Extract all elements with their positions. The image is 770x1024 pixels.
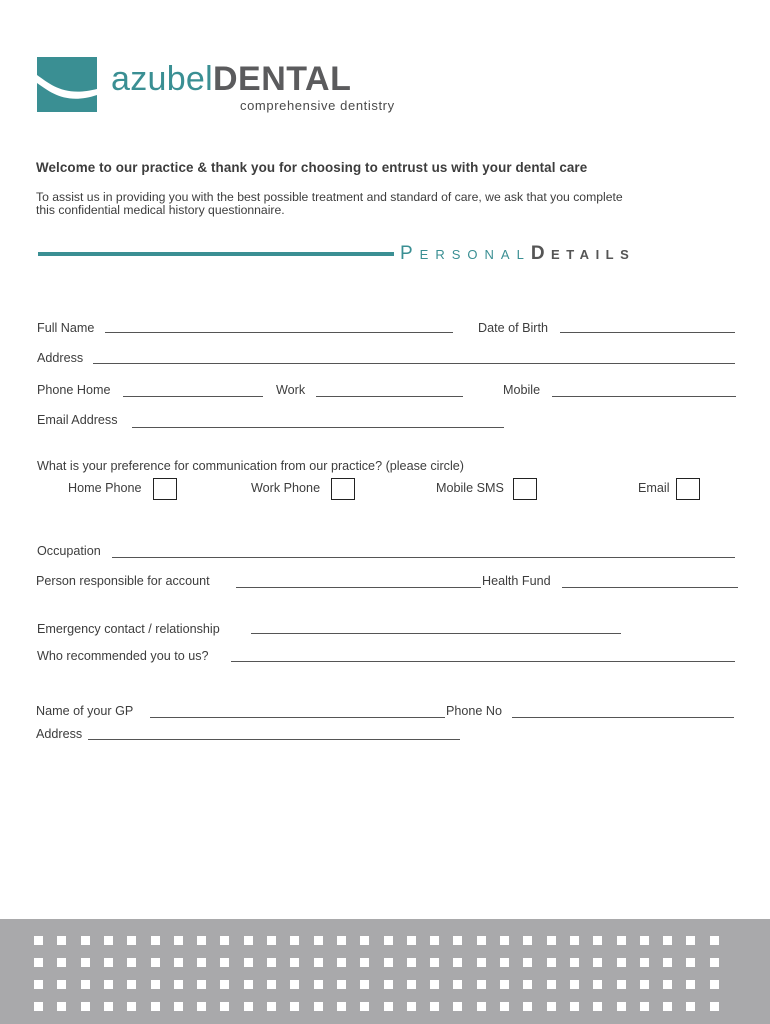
footer-dot	[360, 1002, 369, 1011]
footer-dot	[453, 936, 462, 945]
full-name-label: Full Name	[37, 321, 95, 335]
footer-dot	[617, 980, 626, 989]
footer-dot	[500, 980, 509, 989]
address-field[interactable]	[93, 363, 735, 364]
footer-dot	[570, 980, 579, 989]
phone-home-field[interactable]	[123, 396, 263, 397]
mobile-label: Mobile	[503, 383, 541, 397]
intro-paragraph	[36, 191, 736, 217]
footer-dot	[127, 980, 136, 989]
footer-dot	[127, 958, 136, 967]
mobile-field[interactable]	[552, 396, 736, 397]
footer-dot	[547, 1002, 556, 1011]
footer-dot	[477, 1002, 486, 1011]
brand-name-bold: DENTAL	[213, 60, 352, 98]
footer-dot	[710, 958, 719, 967]
section-title-personal: Personal	[400, 243, 531, 264]
footer-dot	[81, 980, 90, 989]
mobile-sms-checkbox[interactable]	[513, 478, 537, 500]
footer-dot	[640, 958, 649, 967]
footer-dot	[523, 936, 532, 945]
footer-band	[0, 919, 770, 1024]
footer-dot	[151, 958, 160, 967]
footer-dot	[220, 936, 229, 945]
footer-dot	[151, 1002, 160, 1011]
footer-dot	[430, 958, 439, 967]
wave-logo-icon	[37, 57, 97, 112]
footer-dot	[640, 936, 649, 945]
footer-dot	[220, 958, 229, 967]
health-fund-label: Health Fund	[482, 574, 551, 588]
footer-dot	[290, 958, 299, 967]
footer-dot	[267, 958, 276, 967]
footer-dot	[500, 958, 509, 967]
footer-dot	[267, 936, 276, 945]
section-title-details: Details	[530, 243, 636, 264]
footer-dot	[593, 980, 602, 989]
footer-dot	[34, 1002, 43, 1011]
footer-dot	[547, 936, 556, 945]
option-work-phone-label: Work Phone	[251, 481, 321, 495]
gp-name-field[interactable]	[150, 717, 445, 718]
footer-dot	[104, 1002, 113, 1011]
gp-phone-field[interactable]	[512, 717, 734, 718]
footer-dot	[314, 936, 323, 945]
footer-dot	[663, 1002, 672, 1011]
footer-dot	[663, 936, 672, 945]
footer-dot	[244, 936, 253, 945]
footer-dot	[407, 958, 416, 967]
footer-dot	[337, 958, 346, 967]
footer-dot	[314, 958, 323, 967]
footer-dot	[57, 980, 66, 989]
footer-dot	[337, 980, 346, 989]
footer-dot	[617, 936, 626, 945]
dob-field[interactable]	[560, 332, 735, 333]
footer-dot	[663, 980, 672, 989]
footer-dot	[290, 980, 299, 989]
footer-dot	[453, 958, 462, 967]
footer-dot	[81, 1002, 90, 1011]
footer-dot	[547, 980, 556, 989]
option-mobile-sms-label: Mobile SMS	[436, 481, 504, 495]
work-phone-field[interactable]	[316, 396, 463, 397]
footer-dot	[570, 936, 579, 945]
footer-dot	[547, 958, 556, 967]
gp-name-label: Name of your GP	[36, 704, 134, 718]
footer-dot	[477, 980, 486, 989]
footer-dot	[523, 958, 532, 967]
intro-line: To assist us in providing you with the best possible treatment and standard of care, we ask that you complete	[36, 190, 623, 204]
footer-dot	[57, 1002, 66, 1011]
intro-line: this confidential medical history questionnaire.	[36, 203, 285, 217]
footer-dot	[174, 1002, 183, 1011]
footer-dot	[174, 936, 183, 945]
footer-dot	[174, 980, 183, 989]
footer-dot	[384, 1002, 393, 1011]
footer-dot	[34, 980, 43, 989]
option-email-label: Email	[638, 481, 670, 495]
footer-dot	[104, 936, 113, 945]
footer-dot	[663, 958, 672, 967]
brand-name-light: azubel	[111, 60, 213, 98]
emergency-contact-field[interactable]	[251, 633, 621, 634]
address-label: Address	[37, 351, 84, 365]
footer-dot	[34, 936, 43, 945]
email-field[interactable]	[132, 427, 504, 428]
option-home-phone-label: Home Phone	[68, 481, 142, 495]
communication-question: What is your preference for communication from our practice? (please circle)	[37, 459, 464, 473]
footer-dot	[710, 936, 719, 945]
footer-dot	[570, 958, 579, 967]
footer-dot	[640, 980, 649, 989]
footer-dot	[314, 980, 323, 989]
footer-dot	[686, 980, 695, 989]
brand-tagline: comprehensive dentistry	[240, 98, 395, 113]
footer-dot	[617, 1002, 626, 1011]
email-label: Email Address	[37, 413, 118, 427]
footer-dot	[570, 1002, 579, 1011]
footer-dot	[430, 1002, 439, 1011]
occupation-field[interactable]	[112, 557, 735, 558]
footer-dot	[686, 936, 695, 945]
footer-dot	[640, 1002, 649, 1011]
footer-dot	[337, 1002, 346, 1011]
footer-dot	[430, 936, 439, 945]
footer-dot	[104, 958, 113, 967]
footer-dot	[523, 1002, 532, 1011]
footer-dot	[407, 1002, 416, 1011]
footer-dot	[267, 980, 276, 989]
footer-dot	[500, 936, 509, 945]
footer-dot	[290, 1002, 299, 1011]
footer-dot	[710, 980, 719, 989]
footer-dot	[360, 958, 369, 967]
phone-home-label: Phone Home	[37, 383, 111, 397]
footer-dot	[686, 958, 695, 967]
dob-label: Date of Birth	[478, 321, 548, 335]
gp-address-field[interactable]	[88, 739, 460, 740]
email-checkbox[interactable]	[676, 478, 700, 500]
footer-dot	[593, 958, 602, 967]
footer-dot	[407, 980, 416, 989]
recommended-label: Who recommended you to us?	[37, 649, 209, 663]
footer-dot	[57, 958, 66, 967]
footer-dot	[477, 936, 486, 945]
footer-dot	[57, 936, 66, 945]
footer-dot	[197, 936, 206, 945]
footer-dot	[34, 958, 43, 967]
footer-dot	[593, 1002, 602, 1011]
footer-dot	[384, 980, 393, 989]
footer-dot	[197, 1002, 206, 1011]
brand-name	[111, 62, 351, 96]
footer-dot	[337, 936, 346, 945]
health-fund-field[interactable]	[562, 587, 738, 588]
footer-dot	[81, 958, 90, 967]
gp-phone-label: Phone No	[446, 704, 503, 718]
footer-dot	[220, 980, 229, 989]
footer-dot	[267, 1002, 276, 1011]
footer-dot	[523, 980, 532, 989]
full-name-field[interactable]	[105, 332, 453, 333]
work-phone-label: Work	[276, 383, 306, 397]
welcome-heading: Welcome to our practice & thank you for choosing to entrust us with your dental care	[36, 160, 588, 175]
footer-dot	[453, 980, 462, 989]
footer-dot	[151, 980, 160, 989]
footer-dot	[104, 980, 113, 989]
home-phone-checkbox[interactable]	[153, 478, 177, 500]
footer-dot	[686, 1002, 695, 1011]
footer-dot	[384, 958, 393, 967]
recommended-field[interactable]	[231, 661, 735, 662]
footer-dot	[617, 958, 626, 967]
footer-dot	[81, 936, 90, 945]
footer-dot	[220, 1002, 229, 1011]
footer-dot	[360, 980, 369, 989]
person-responsible-field[interactable]	[236, 587, 481, 588]
footer-dot	[453, 1002, 462, 1011]
footer-dot	[430, 980, 439, 989]
footer-dot	[314, 1002, 323, 1011]
work-phone-checkbox[interactable]	[331, 478, 355, 500]
occupation-label: Occupation	[37, 544, 101, 558]
footer-dot	[477, 958, 486, 967]
section-rule	[38, 252, 394, 256]
footer-dot	[407, 936, 416, 945]
footer-dot	[360, 936, 369, 945]
footer-dot	[151, 936, 160, 945]
person-responsible-label: Person responsible for account	[36, 574, 210, 588]
footer-dot	[127, 936, 136, 945]
footer-dot	[500, 1002, 509, 1011]
footer-dot	[197, 958, 206, 967]
footer-dot	[710, 1002, 719, 1011]
section-title	[400, 244, 635, 263]
footer-dot	[593, 936, 602, 945]
footer-dot	[174, 958, 183, 967]
gp-address-label: Address	[36, 727, 83, 741]
emergency-contact-label: Emergency contact / relationship	[37, 622, 220, 636]
footer-dot	[244, 1002, 253, 1011]
footer-dot	[244, 958, 253, 967]
footer-dot	[244, 980, 253, 989]
footer-dot	[127, 1002, 136, 1011]
footer-dot	[290, 936, 299, 945]
footer-dot	[384, 936, 393, 945]
footer-dot	[197, 980, 206, 989]
